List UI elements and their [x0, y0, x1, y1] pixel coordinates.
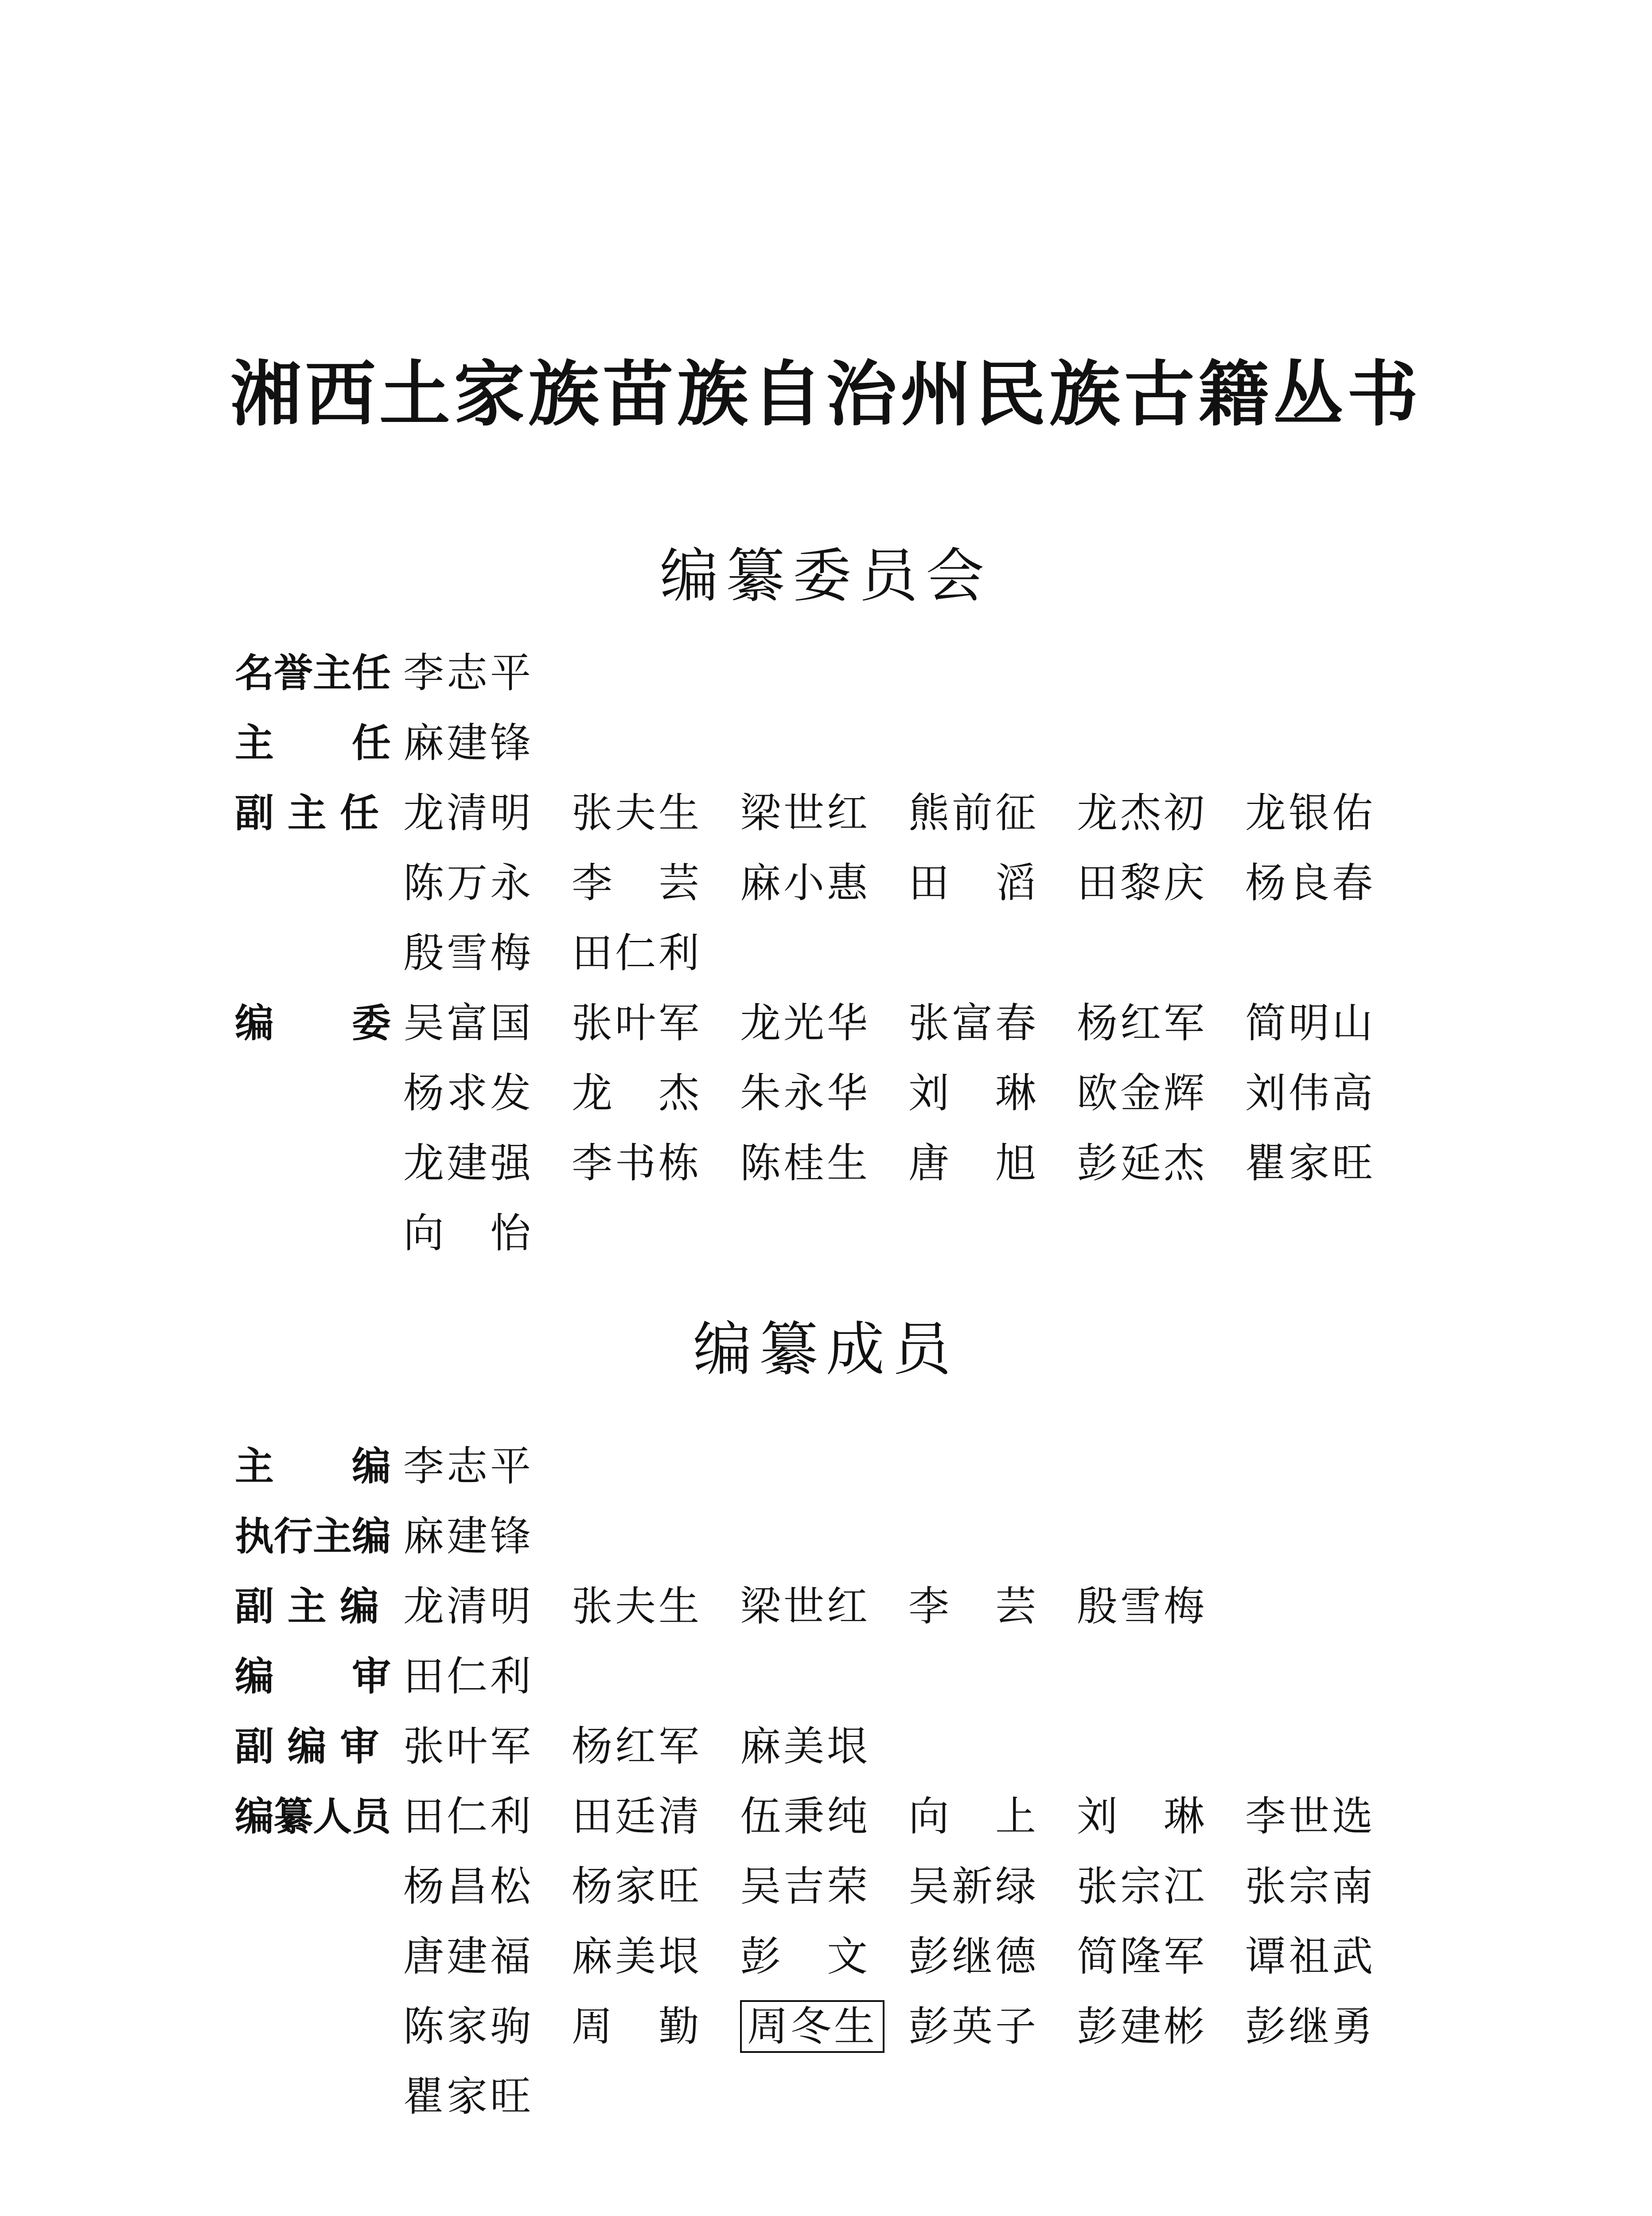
person-name-text: 简明山 — [1245, 999, 1376, 1047]
person-name-text: 李书栋 — [572, 1139, 702, 1187]
person-name-text: 龙建强 — [403, 1139, 534, 1187]
person-name — [1077, 1782, 1245, 1852]
person-name — [740, 1128, 908, 1198]
person-name-text: 张宗南 — [1245, 1863, 1376, 1910]
person-name-text: 龙银佑 — [1245, 789, 1376, 837]
person-name-text: 龙光华 — [740, 999, 871, 1047]
person-name-text: 李世选 — [1245, 1793, 1376, 1840]
person-name — [740, 1922, 908, 1992]
person-name — [572, 1712, 740, 1782]
person-name — [908, 778, 1077, 848]
role-row — [235, 638, 1431, 708]
person-name-text: 麻建锋 — [403, 1513, 534, 1560]
name-list — [403, 1572, 1414, 1642]
person-name — [403, 778, 572, 848]
person-name-text: 彭建彬 — [1077, 2003, 1208, 2050]
person-name — [403, 1128, 572, 1198]
person-name-text: 田仁利 — [403, 1653, 534, 1700]
role-row — [235, 1572, 1431, 1642]
person-name — [403, 918, 572, 988]
person-name — [1077, 1992, 1245, 2062]
role-label: 名誉主任 — [235, 650, 391, 696]
person-name — [403, 1642, 572, 1712]
person-name — [1077, 1572, 1245, 1642]
person-name-text: 李志平 — [403, 649, 534, 697]
person-name-text: 瞿家旺 — [1245, 1139, 1376, 1187]
person-name — [740, 1852, 908, 1922]
person-name — [403, 1852, 572, 1922]
person-name-text: 刘伟高 — [1245, 1069, 1376, 1117]
person-name — [1077, 778, 1245, 848]
person-name-text: 殷雪梅 — [403, 929, 534, 977]
person-name — [403, 848, 572, 918]
person-name-text: 欧金辉 — [1077, 1069, 1208, 1117]
person-name — [908, 848, 1077, 918]
role-label: 编 委 — [235, 1000, 391, 1046]
person-name — [403, 2062, 572, 2132]
person-name — [1077, 1922, 1245, 1992]
person-name — [1077, 1058, 1245, 1128]
person-name-text: 杨红军 — [1077, 999, 1208, 1047]
role-label: 副 主 编 — [235, 1584, 379, 1629]
person-name-text: 麻建锋 — [403, 719, 534, 767]
person-name — [403, 1922, 572, 1992]
person-name-text: 李 芸 — [908, 1583, 1039, 1630]
person-name — [572, 1852, 740, 1922]
person-name — [1245, 848, 1414, 918]
person-name — [403, 988, 572, 1058]
role-label: 主 任 — [235, 720, 391, 766]
name-list — [403, 1782, 1414, 2132]
person-name-text: 彭延杰 — [1077, 1139, 1208, 1187]
name-list — [403, 1502, 1414, 1572]
person-name-text: 刘 琳 — [1077, 1793, 1208, 1840]
role-row — [235, 708, 1431, 778]
person-name-text: 张宗江 — [1077, 1863, 1208, 1910]
person-name-text: 向 上 — [908, 1793, 1039, 1840]
role-label: 执行主编 — [235, 1514, 391, 1559]
person-name — [908, 1852, 1077, 1922]
person-name-text: 杨求发 — [403, 1069, 534, 1117]
person-name-text: 周冬生 — [740, 2000, 884, 2053]
role-label: 编 审 — [235, 1654, 391, 1699]
person-name — [572, 848, 740, 918]
person-name-text: 简隆军 — [1077, 1933, 1208, 1980]
person-name — [1245, 1058, 1414, 1128]
person-name — [572, 988, 740, 1058]
person-name-text: 田仁利 — [403, 1793, 534, 1840]
person-name — [572, 1782, 740, 1852]
person-name-text: 殷雪梅 — [1077, 1583, 1208, 1630]
person-name-text: 陈万永 — [403, 859, 534, 907]
person-name-text: 梁世红 — [740, 1583, 871, 1630]
person-name — [908, 1572, 1077, 1642]
role-row — [235, 1502, 1431, 1572]
person-name — [1245, 988, 1414, 1058]
person-name — [403, 708, 572, 778]
person-name-text: 陈家驹 — [403, 2003, 534, 2050]
person-name — [740, 848, 908, 918]
person-name-text: 瞿家旺 — [403, 2073, 534, 2120]
person-name — [403, 1572, 572, 1642]
person-name-text: 杨家旺 — [572, 1863, 702, 1910]
person-name — [403, 1992, 572, 2062]
name-list — [403, 988, 1414, 1268]
person-name — [740, 1782, 908, 1852]
person-name — [908, 1058, 1077, 1128]
role-row — [235, 1642, 1431, 1712]
person-name-text: 彭继勇 — [1245, 2003, 1376, 2050]
person-name — [572, 918, 740, 988]
person-name-text: 田黎庆 — [1077, 859, 1208, 907]
role-row — [235, 1782, 1431, 2132]
person-name — [403, 1058, 572, 1128]
person-name-text: 龙 杰 — [572, 1069, 702, 1117]
person-name — [1245, 1782, 1414, 1852]
person-name-text: 田仁利 — [572, 929, 702, 977]
person-name-text: 张富春 — [908, 999, 1039, 1047]
name-list — [403, 1712, 1414, 1782]
person-name-highlighted — [740, 1992, 908, 2062]
name-list — [403, 1432, 1414, 1502]
person-name-text: 唐建福 — [403, 1933, 534, 1980]
person-name-text: 彭 文 — [740, 1933, 871, 1980]
name-list — [403, 708, 1414, 778]
person-name — [740, 1572, 908, 1642]
role-row — [235, 1712, 1431, 1782]
person-name-text: 向 怡 — [403, 1209, 534, 1257]
role-label: 主 编 — [235, 1444, 391, 1489]
person-name — [572, 1572, 740, 1642]
person-name — [572, 1992, 740, 2062]
person-name-text: 朱永华 — [740, 1069, 871, 1117]
role-row — [235, 778, 1431, 988]
person-name — [908, 1922, 1077, 1992]
person-name-text: 张夫生 — [572, 789, 702, 837]
person-name-text: 张叶军 — [403, 1723, 534, 1770]
person-name-text: 麻美垠 — [740, 1723, 871, 1770]
person-name-text: 吴吉荣 — [740, 1863, 871, 1910]
person-name — [1077, 988, 1245, 1058]
person-name-text: 梁世红 — [740, 789, 871, 837]
person-name-text: 唐 旭 — [908, 1139, 1039, 1187]
members-list — [235, 1432, 1431, 2132]
person-name — [572, 1058, 740, 1128]
person-name-text: 田廷清 — [572, 1793, 702, 1840]
role-row — [235, 1432, 1431, 1502]
person-name — [908, 1128, 1077, 1198]
person-name-text: 周 勤 — [572, 2003, 702, 2050]
person-name — [908, 1782, 1077, 1852]
person-name-text: 杨昌松 — [403, 1863, 534, 1910]
person-name-text: 李志平 — [403, 1443, 534, 1490]
person-name-text: 龙杰初 — [1077, 789, 1208, 837]
name-list — [403, 778, 1414, 988]
person-name — [740, 1058, 908, 1128]
person-name-text: 麻美垠 — [572, 1933, 702, 1980]
person-name — [908, 988, 1077, 1058]
person-name — [572, 1922, 740, 1992]
person-name-text: 谭祖武 — [1245, 1933, 1376, 1980]
series-title: 湘西土家族苗族自治州民族古籍丛书 — [230, 353, 1422, 436]
committee-list — [235, 638, 1431, 1268]
person-name — [403, 1432, 572, 1502]
person-name-text: 麻小惠 — [740, 859, 871, 907]
person-name-text: 刘 琳 — [908, 1069, 1039, 1117]
person-name-text: 杨红军 — [572, 1723, 702, 1770]
person-name — [403, 638, 572, 708]
person-name-text: 杨良春 — [1245, 859, 1376, 907]
person-name-text: 龙清明 — [403, 1583, 534, 1630]
person-name — [1245, 1992, 1414, 2062]
person-name — [740, 778, 908, 848]
person-name — [1077, 848, 1245, 918]
person-name-text: 李 芸 — [572, 859, 702, 907]
person-name — [572, 1128, 740, 1198]
person-name-text: 张夫生 — [572, 1583, 702, 1630]
person-name — [403, 1782, 572, 1852]
person-name — [1077, 1852, 1245, 1922]
name-list — [403, 638, 1414, 708]
person-name-text: 陈桂生 — [740, 1139, 871, 1187]
person-name — [403, 1712, 572, 1782]
person-name-text: 龙清明 — [403, 789, 534, 837]
person-name-text: 田 滔 — [908, 859, 1039, 907]
person-name — [1077, 1128, 1245, 1198]
name-list — [403, 1642, 1414, 1712]
person-name-text: 彭英子 — [908, 2003, 1039, 2050]
role-label: 副 编 审 — [235, 1724, 379, 1769]
person-name — [1245, 1852, 1414, 1922]
role-label: 编纂人员 — [235, 1794, 391, 1839]
person-name — [740, 1712, 908, 1782]
person-name — [403, 1198, 572, 1268]
person-name — [1245, 1922, 1414, 1992]
person-name — [1245, 778, 1414, 848]
person-name-text: 伍秉纯 — [740, 1793, 871, 1840]
person-name-text: 吴新绿 — [908, 1863, 1039, 1910]
person-name-text: 熊前征 — [908, 789, 1039, 837]
person-name — [908, 1992, 1077, 2062]
role-row — [235, 988, 1431, 1268]
person-name-text: 彭继德 — [908, 1933, 1039, 1980]
members-heading: 编纂成员 — [693, 1315, 959, 1384]
person-name — [740, 988, 908, 1058]
person-name — [1245, 1128, 1414, 1198]
committee-heading: 编纂委员会 — [660, 542, 992, 610]
person-name-text: 张叶军 — [572, 999, 702, 1047]
person-name — [403, 1502, 572, 1572]
person-name — [572, 778, 740, 848]
role-label: 副 主 任 — [235, 790, 379, 836]
person-name-text: 吴富国 — [403, 999, 534, 1047]
